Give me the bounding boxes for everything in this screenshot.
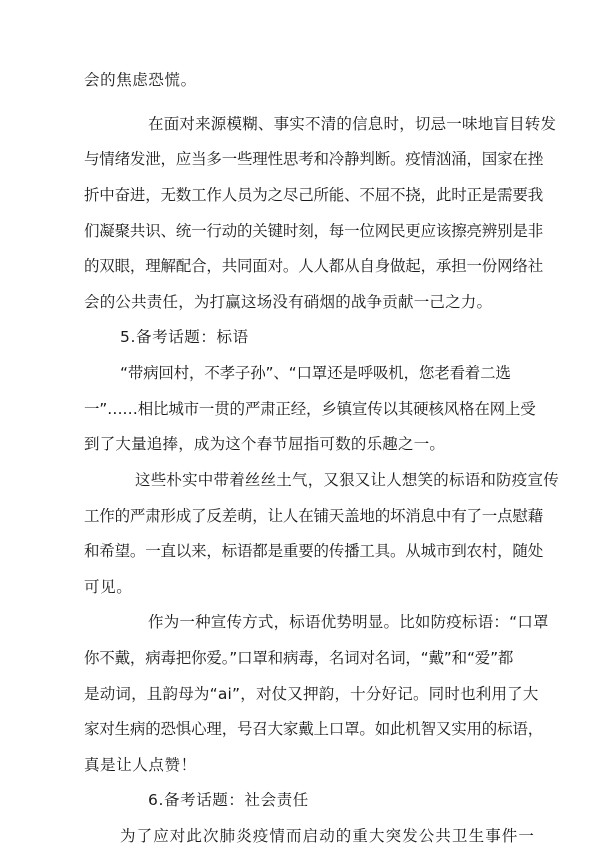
text-line: 工作的严肃形成了反差萌，让人在铺天盖地的坏消息中有了一点慰藉 bbox=[84, 507, 544, 525]
text-line: 一”……相比城市一贯的严肃正经，乡镇宣传以其硬核风格在网上受 bbox=[84, 400, 536, 418]
text-line: 可见。 bbox=[84, 578, 133, 596]
text-line: 是动词，且韵母为“ai”，对仗又押韵，十分好记。同时也利用了大 bbox=[84, 685, 539, 703]
text-line: 作为一种宣传方式，标语优势明显。比如防疫标语：“口罩 bbox=[148, 613, 549, 631]
text-line: “带病回村，不孝子孙”、“口罩还是呼吸机，您老看着二选 bbox=[120, 364, 511, 382]
text-line: 为了应对此次肺炎疫情而启动的重大突发公共卫生事件一 bbox=[120, 827, 536, 845]
section-heading: 6.备考话题：社会责任 bbox=[148, 791, 309, 809]
text-line: 会的焦虑恐慌。 bbox=[84, 71, 197, 89]
text-line: 折中奋进，无数工作人员为之尽己所能、不屈不挠，此时正是需要我 bbox=[84, 186, 544, 204]
text-line: 在面对来源模糊、事实不清的信息时，切忌一味地盲目转发 bbox=[148, 115, 557, 133]
text-line: 你不戴，病毒把你爱。”口罩和病毒，名词对名词，“戴”和“爱”都 bbox=[84, 649, 514, 667]
text-line: 家对生病的恐惧心理，号召大家戴上口罩。如此机智又实用的标语， bbox=[84, 720, 544, 738]
text-line: 和希望。一直以来，标语都是重要的传播工具。从城市到农村，随处 bbox=[84, 542, 544, 560]
text-line: 们凝聚共识、统一行动的关键时刻，每一位网民更应该擦亮辨别是非 bbox=[84, 222, 544, 240]
text-line: 真是让人点赞！ bbox=[84, 756, 197, 774]
text-line: 这些朴实中带着丝丝土气，又狠又让人想笑的标语和防疫宣传 bbox=[135, 471, 559, 489]
text-line: 会的公共责任，为打赢这场没有硝烟的战争贡献一己之力。 bbox=[84, 293, 493, 311]
section-heading: 5.备考话题：标语 bbox=[120, 328, 249, 346]
text-line: 与情绪发泄，应当多一些理性思考和冷静判断。疫情汹涌，国家在挫 bbox=[84, 150, 544, 168]
text-line: 的双眼，理解配合，共同面对。人人都从自身做起，承担一份网络社 bbox=[84, 257, 544, 275]
text-line: 到了大量追捧，成为这个春节屈指可数的乐趣之一。 bbox=[84, 435, 446, 453]
